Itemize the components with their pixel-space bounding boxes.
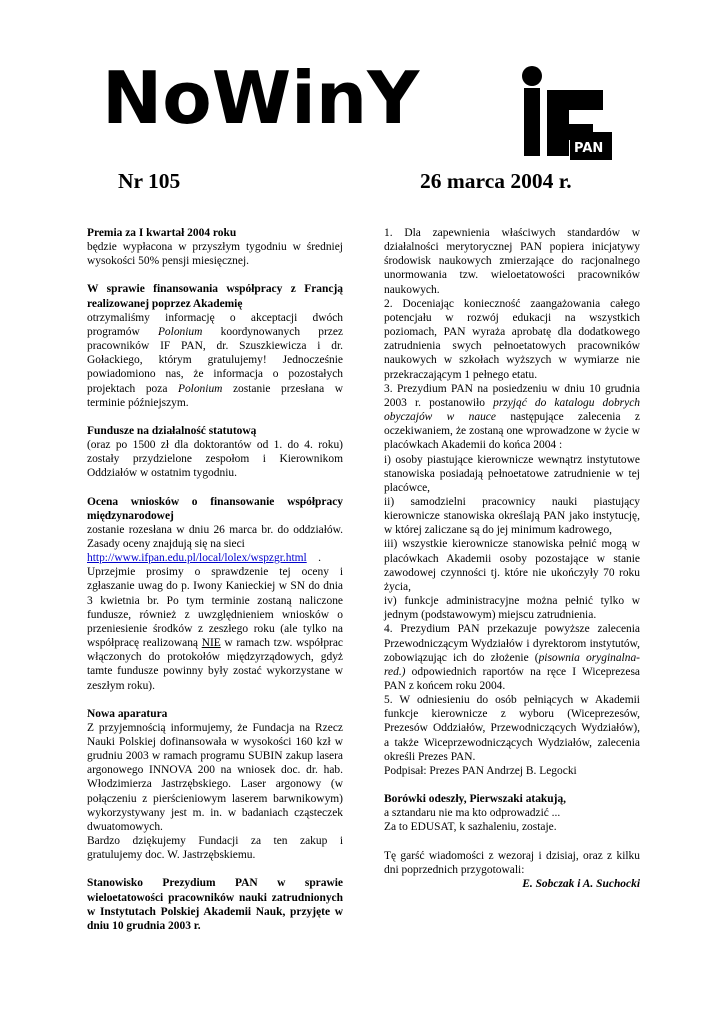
masthead: [100, 48, 640, 163]
masthead-title: NoWinY: [102, 56, 420, 140]
article-body: Z przyjemnością informujemy, że Fundacja na Rzecz Nauki Polskiej dofinansowała w wysokości 160 kzł w grudniu 2003 w ramach programu SUBIN zakup lasera argonowego INNOVA 200 na wniosek doc. dr. hab. Włodzimierza Jastrzębskiego. Laser argonowy (w połączeniu z pierścieniowym laserem barwnikowym) wykorzystywany jest m. in. w badaniach cząsteczek dwuatomowych.: [87, 721, 343, 833]
article-body: iii) wszystkie kierownicze stanowiska pełnić mogą w placówkach Akademii osoby pozostające w stanie zawodowej czynności tj. które nie ukończyły 70 roku życia,: [384, 538, 640, 593]
article-title: Fundusze na działalność statutową: [87, 424, 257, 437]
masthead-graphic: [100, 48, 640, 163]
ifpan-logo: [522, 66, 612, 160]
article-body: http://www.ifpan.edu.pl/local/lolex/wspzgr.html .: [87, 552, 322, 565]
article-body: zostanie rozesłana w dniu 26 marca br. do oddziałów. Zasady oceny znajdują się na sieci: [87, 523, 343, 550]
article-body: 1. Dla zapewnienia właściwych standardów w działalności merytorycznej PAN popiera inicjatywy środowisk naukowych zmierzające do racjonalnego unormowania tzw. wieloetatowości pracowników naukowych.: [384, 227, 640, 296]
article-body: Uprzejmie prosimy o sprawdzenie tej oceny i zgłaszanie uwag do p. Iwony Kanieckiej w SN do dnia 3 kwietnia br. Po tym terminie zostaną naliczone fundusze, również z uwzględnieniem wniosków o przeniesienie środków z zeszłego roku (ale tylko na współpracę realizowaną NIE w ramach tzw. współprac włączonych do protokołów międzyrządowych, gdyż tamte fundusze powinny były zostać wykorzystane w zeszłym roku).: [87, 566, 343, 692]
article-title: Premia za I kwartał 2004 roku: [87, 227, 237, 239]
article-title: Ocena wniosków o finansowanie współpracy międzynarodowej: [87, 495, 343, 522]
article-body: Za to EDUSAT, k sazhaleniu, zostaje.: [384, 821, 557, 834]
rules-link[interactable]: http://www.ifpan.edu.pl/local/lolex/wspzgr.html: [87, 552, 307, 565]
article-body: 3. Prezydium PAN na posiedzeniu w dniu 10 grudnia 2003 r. postanowiło przyjąć do katalogu dobrych obyczajów w nauce następujące zalecenia z oczekiwaniem, że zostaną one wprowadzone w życie w placówkach Akademii do końca 2004 :: [384, 382, 640, 452]
article-body: iv) funkcje administracyjne można pełnić tylko w jednym (podstawowym) miejscu zatrudnienia.: [384, 595, 640, 622]
article-body: (oraz po 1500 zł dla doktorantów od 1. do 4. roku) zostały przydzielone zespołom i Kierownikom Oddziałów w ostatnim tygodniu.: [87, 439, 343, 480]
article-title: Nowa aparatura: [87, 707, 168, 720]
article-body: 5. W odniesieniu do osób pełniących w Akademii funkcje kierownicze z wyboru (Wiceprezesów, Prezesów Oddziałów, Przewodniczących Wydziałów), a także Wiceprzewodniczących Wydziałów, zalecenia określi Prezes PAN.: [384, 694, 640, 763]
article-body: 4. Prezydium PAN przekazuje powyższe zalecenia Przewodniczącym Wydziałów i dyrektorom instytutów, zobowiązując ich do złożenie (pisownia oryginalna- red.) odpowiednich raportów na ręce I Wiceprezesa PAN z końcem roku 2004.: [384, 623, 640, 692]
closing-note: Tę garść wiadomości z wezoraj i dzisiaj, oraz z kilku dni poprzednich przygotowali:: [384, 849, 640, 876]
article-title: W sprawie finansowania współpracy z Francją realizowanej poprzez Akademię: [87, 283, 343, 310]
article-body: ii) samodzielni pracownicy nauki piastujący kierownicze stanowiska określają PAN jako instytucję, w której zaliczane są do jej minimum kadrowego,: [384, 495, 640, 537]
article-body: Bardzo dziękujemy Fundacji za ten zakup i gratulujemy doc. W. Jastrzębskiemu.: [87, 835, 343, 862]
authors: E. Sobczak i A. Suchocki: [522, 877, 640, 890]
article-title: Stanowisko Prezydium PAN w sprawie wieloetatowości pracowników nauki zatrudnionych w Instytutach Polskiej Akademii Nauk, przyjęte w dniu 10 grudnia 2003 r.: [87, 877, 343, 932]
article-body: 2. Doceniając konieczność zaangażowania całego potencjału w rozwój edukacji na wszystkich poziomach, PAN wyraża aprobatę dla dodatkowego zatrudnienia swych pełnoetatowych pracowników naukowych w szkołach wyższych w wymiarze nie przekraczającym 1 pełnego etatu.: [384, 297, 640, 381]
article-body: i) osoby piastujące kierownicze wewnątrz instytutowe stanowiska posiadają pełnoetatowe zatrudnienie w tej placówce,: [384, 453, 640, 494]
issue-number: Nr 105: [118, 169, 181, 193]
right-column: [384, 226, 640, 891]
signature: Podpisał: Prezes PAN Andrzej B. Legocki: [384, 764, 577, 777]
article-body: a sztandaru nie ma kto odprowadzić ...: [384, 807, 561, 820]
issue-date: 26 marca 2004 r.: [420, 169, 572, 193]
article-body: otrzymaliśmy informację o akceptacji dwóch programów Polonium koordynowanych przez pracowników IF PAN, dr. Szuszkiewicza i dr. Gołackiego, którym gratulujemy! Jednocześnie powiadomiono nas, że informacja o pozostałych projektach poza Polonium zostanie przesłana w terminie późniejszym.: [87, 311, 343, 409]
article-body: będzie wypłacona w przyszłym tygodniu w średniej wysokości 50% pensji miesięcznej.: [87, 241, 343, 268]
left-column: [87, 226, 343, 933]
article-title: Borówki odeszły, Pierwszaki atakują,: [384, 793, 567, 806]
logo-subtitle: PAN: [574, 141, 604, 156]
